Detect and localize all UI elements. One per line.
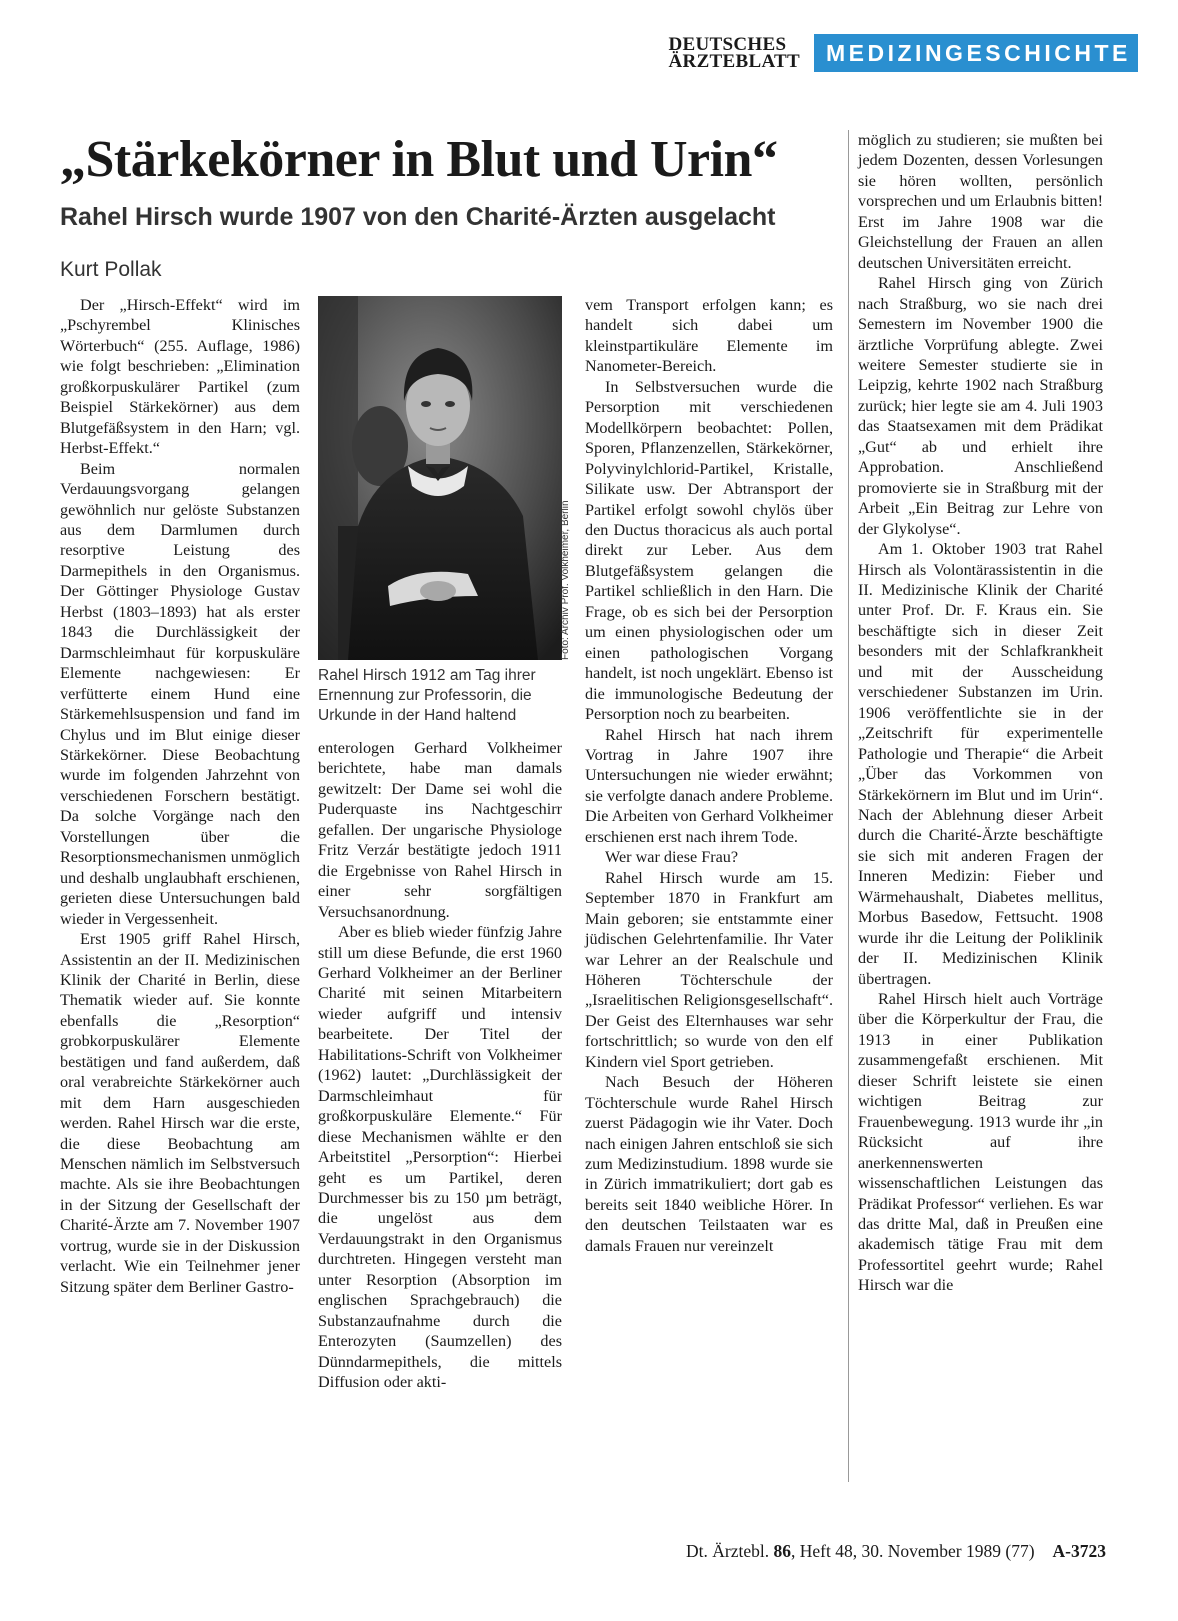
citation-journal: Dt. Ärztebl. bbox=[686, 1541, 770, 1561]
photo-credit: Foto: Archiv Prof. Volkheimer, Berlin bbox=[560, 500, 571, 660]
text-column-3 bbox=[585, 295, 833, 1256]
paragraph: Rahel Hirsch hielt auch Vorträge über die Körperkultur der Frau, die 1913 in einer Publikation zusammengefaßt erschienen. Mit dieser Schrift leistete sie einen wichtigen Beitrag zur Frauenbewegung. 1913 wurde ihr „in Rücksicht auf ihre anerkennenswerten wissenschaftlichen Leistungen das Prädikat Professor“ verliehen. Es war das dritte Mal, daß in Preußen eine akademisch tätige Frau mit dem Professortitel geehrt wurde; Rahel Hirsch war die bbox=[858, 990, 1103, 1295]
paragraph: Aber es blieb wieder fünfzig Jahre still um diese Befunde, die erst 1960 Gerhard Volkheimer an der Berliner Charité mit seinen Mitarbeitern wieder aufgriff und intensiv bearbeitete. Der Titel der Habilitations-Schrift von Volkheimer (1962) lautet: „Durchlässigkeit der Darmschleimhaut für großkorpuskuläre Elemente.“ Für diese Mechanismen wählte er den Arbeitstitel „Persorption“: Hierbei geht es um Partikel, deren Durchmesser bis zu 150 µm beträgt, die ungelöst aus dem Verdauungstrakt in den Organismus durchtreten. Hingegen versteht man unter Resorption (Absorption im englischen Sprachgebrauch) die Substanzaufnahme durch die Enterozyten (Saumzellen) des Dünndarmepithels, die mittels Diffusion oder akti- bbox=[318, 923, 562, 1392]
text-column-2 bbox=[318, 738, 562, 1393]
paragraph: Erst 1905 griff Rahel Hirsch, Assistentin an der II. Medizinischen Klinik der Charité in Berlin, diese Thematik wieder auf. Sie konnte ebenfalls die „Resorption“ grobkorpuskulärer Elemente bestätigen und fand außerdem, daß oral verabreichte Stärkekörner auch mit dem Harn ausgeschieden werden. Rahel Hirsch war die erste, die diese Beobachtung am Menschen nämlich im Selbstversuch machte. Als sie ihre Beobachtungen in der Sitzung der Gesellschaft der Charité-Ärzte am 7. November 1907 vortrug, wurde sie in der Diskussion verlacht. Wie ein Teilnehmer jener Sitzung später dem Berliner Gastro- bbox=[60, 930, 300, 1296]
masthead bbox=[669, 34, 1138, 72]
paragraph: Rahel Hirsch wurde am 15. September 1870 in Frankfurt am Main geboren; sie entstammte einer jüdischen Gelehrtenfamilie. Ihr Vater war Lehrer an der Realschule und Höheren Töchterschule der „Israelitischen Religionsgesellschaft“. Der Geist des Elternhauses war sehr fortschrittlich; so wurde von den elf Kindern viel Sport getrieben. bbox=[585, 868, 833, 1071]
portrait-photo bbox=[318, 296, 562, 660]
paragraph: möglich zu studieren; sie mußten bei jedem Dozenten, dessen Vorlesungen sie hören wollten, persönlich vorsprechen und um Erlaubnis bitten! Erst im Jahre 1908 war die Gleichstellung der Frauen an allen deutschen Universitäten erreicht. bbox=[858, 131, 1103, 272]
paragraph: Nach Besuch der Höheren Töchterschule wurde Rahel Hirsch zuerst Pädagogin wie ihr Vater. Doch nach einigen Jahren entschloß sie sich zum Medizinstudium. 1898 wurde sie in Zürich immatrikuliert; dort gab es bereits seit 1840 weibliche Hörer. In den deutschen Teilstaaten war es damals Frauen nur vereinzelt bbox=[585, 1073, 833, 1255]
citation-issue: , Heft 48, 30. November 1989 (77) bbox=[791, 1541, 1035, 1561]
paragraph: Rahel Hirsch ging von Zürich nach Straßburg, wo sie nach drei Semestern im November 1900 die ärztliche Vorprüfung ablegte. Zwei weitere Semester studierte sie in Leipzig, kehrte 1902 nach Straßburg zurück; hier legte sie am 4. Juli 1903 das Staatsexamen mit dem Prädikat „Gut“ ab und erhielt ihre Approbation. Anschließend promovierte sie in Straßburg mit der Arbeit „Ein Beitrag zur Lehre von der Glykolyse“. bbox=[858, 274, 1103, 538]
paragraph: enterologen Gerhard Volkheimer berichtete, habe man damals gewitzelt: Der Dame sei wohl die Puderquaste ins Nachtgeschirr gefallen. Der ungarische Physiologe Fritz Verzár bestätigte jedoch 1911 die Ergebnisse von Rahel Hirsch in einer sehr sorgfältigen Versuchsanordnung. bbox=[318, 739, 562, 921]
paragraph: vem Transport erfolgen kann; es handelt sich dabei um kleinstpartikuläre Elemente im Nanometer-Bereich. bbox=[585, 296, 833, 376]
text-column-4 bbox=[858, 130, 1103, 1296]
paragraph: Beim normalen Verdauungsvorgang gelangen gewöhnlich nur gelöste Substanzen aus dem Darmlumen durch resorptive Leistung des Darmepithels in den Organismus. Der Göttinger Physiologe Gustav Herbst (1803–1893) hat als erster 1843 die Durchlässigkeit der Darmschleimhaut für korpuskuläre Elemente nachgewiesen: Er verfütterte einem Hund eine Stärkemehlsuspension und fand im Chylus und im Blut einige dieser Stärkekörner. Diese Beobachtung wurde im folgenden Jahrzehnt von verschiedenen Forschern bestätigt. Da solche Vorgänge nach den Vorstellungen über die Resorptionsmechanismen unmöglich und deshalb unglaubhaft erschienen, gerieten diese Untersuchungen bald wieder in Vergessenheit. bbox=[60, 459, 300, 928]
journal-logo bbox=[669, 36, 800, 70]
page-footer bbox=[686, 1541, 1106, 1562]
section-banner: MEDIZINGESCHICHTE bbox=[814, 34, 1138, 72]
figure-caption: Rahel Hirsch 1912 am Tag ihrer Ernennung zur Professorin, die Urkunde in der Hand haltend bbox=[318, 667, 536, 724]
journal-name-line2: ÄRZTEBLATT bbox=[668, 51, 800, 72]
text-column-1 bbox=[60, 295, 300, 1297]
column-divider bbox=[848, 130, 849, 1482]
paragraph: Am 1. Oktober 1903 trat Rahel Hirsch als Volontärassistentin in die II. Medizinische Klinik der Charité unter Prof. Dr. F. Kraus ein. Sie beschäftigte sich in dieser Zeit besonders mit der Schlafkrankheit und mit der Ausscheidung verschiedener Substanzen im Urin. 1906 veröffentlichte sie in der „Zeitschrift für experimentelle Pathologie und Therapie“ die Arbeit „Über das Vorkommen von Stärkekörnern im Blut und im Urin“. Nach der Ablehnung dieser Arbeit durch die Charité-Ärzte beschäftigte sie sich mit anderen Fragen der Inneren Medizin: Fieber und Wärmehaushalt, Diabetes mellitus, Morbus Basedow, Fettsucht. 1908 wurde ihr die Leitung der Poliklinik der II. Medizinischen Klinik übertragen. bbox=[858, 540, 1103, 988]
author-name: Kurt Pollak bbox=[60, 258, 162, 281]
paragraph: In Selbstversuchen wurde die Persorption mit verschiedenen Modellkörpern beobachtet: Pollen, Sporen, Pflanzenzellen, Stärkekörner, Polyvinylchlorid-Partikel, Kristalle, Silikate usw. Der Abtransport der Partikel erfolgt sowohl chylös über den Ductus thoracicus als auch portal direkt zur Leber. Aus dem Blutgefäßsystem gelangen die Partikel schließlich in den Harn. Die Frage, ob es sich bei der Persorption um einen physiologischen oder um einen pathologischen Vorgang handelt, ist noch ungeklärt. Ebenso ist die immunologische Bedeutung der Persorption noch zu bearbeiten. bbox=[585, 377, 833, 724]
citation-volume: 86 bbox=[773, 1541, 792, 1561]
section-question: Wer war diese Frau? bbox=[605, 848, 739, 867]
page-number: A-3723 bbox=[1052, 1541, 1106, 1561]
citation bbox=[686, 1541, 1034, 1562]
article-subtitle: Rahel Hirsch wurde 1907 von den Charité-Ärzten ausgelacht bbox=[60, 203, 776, 231]
journal-name-line1: DEUTSCHES bbox=[668, 34, 787, 55]
paragraph: Der „Hirsch-Effekt“ wird im „Pschyrembel Klinisches Wörterbuch“ (255. Auflage, 1986) wie folgt beschrieben: „Elimination großkorpuskulärer Partikel (zum Beispiel Stärkekörner) aus dem Blutgefäßsystem in den Harn; vgl. Herbst-Effekt.“ bbox=[60, 296, 300, 458]
paragraph: Rahel Hirsch hat nach ihrem Vortrag in Jahre 1907 ihre Untersuchungen nie wieder erwähnt; sie verfolgte danach andere Probleme. Die Arbeiten von Gerhard Volkheimer erschienen erst nach ihrem Tode. bbox=[585, 725, 833, 846]
article-title: „Stärkekörner in Blut und Urin“ bbox=[60, 131, 778, 188]
